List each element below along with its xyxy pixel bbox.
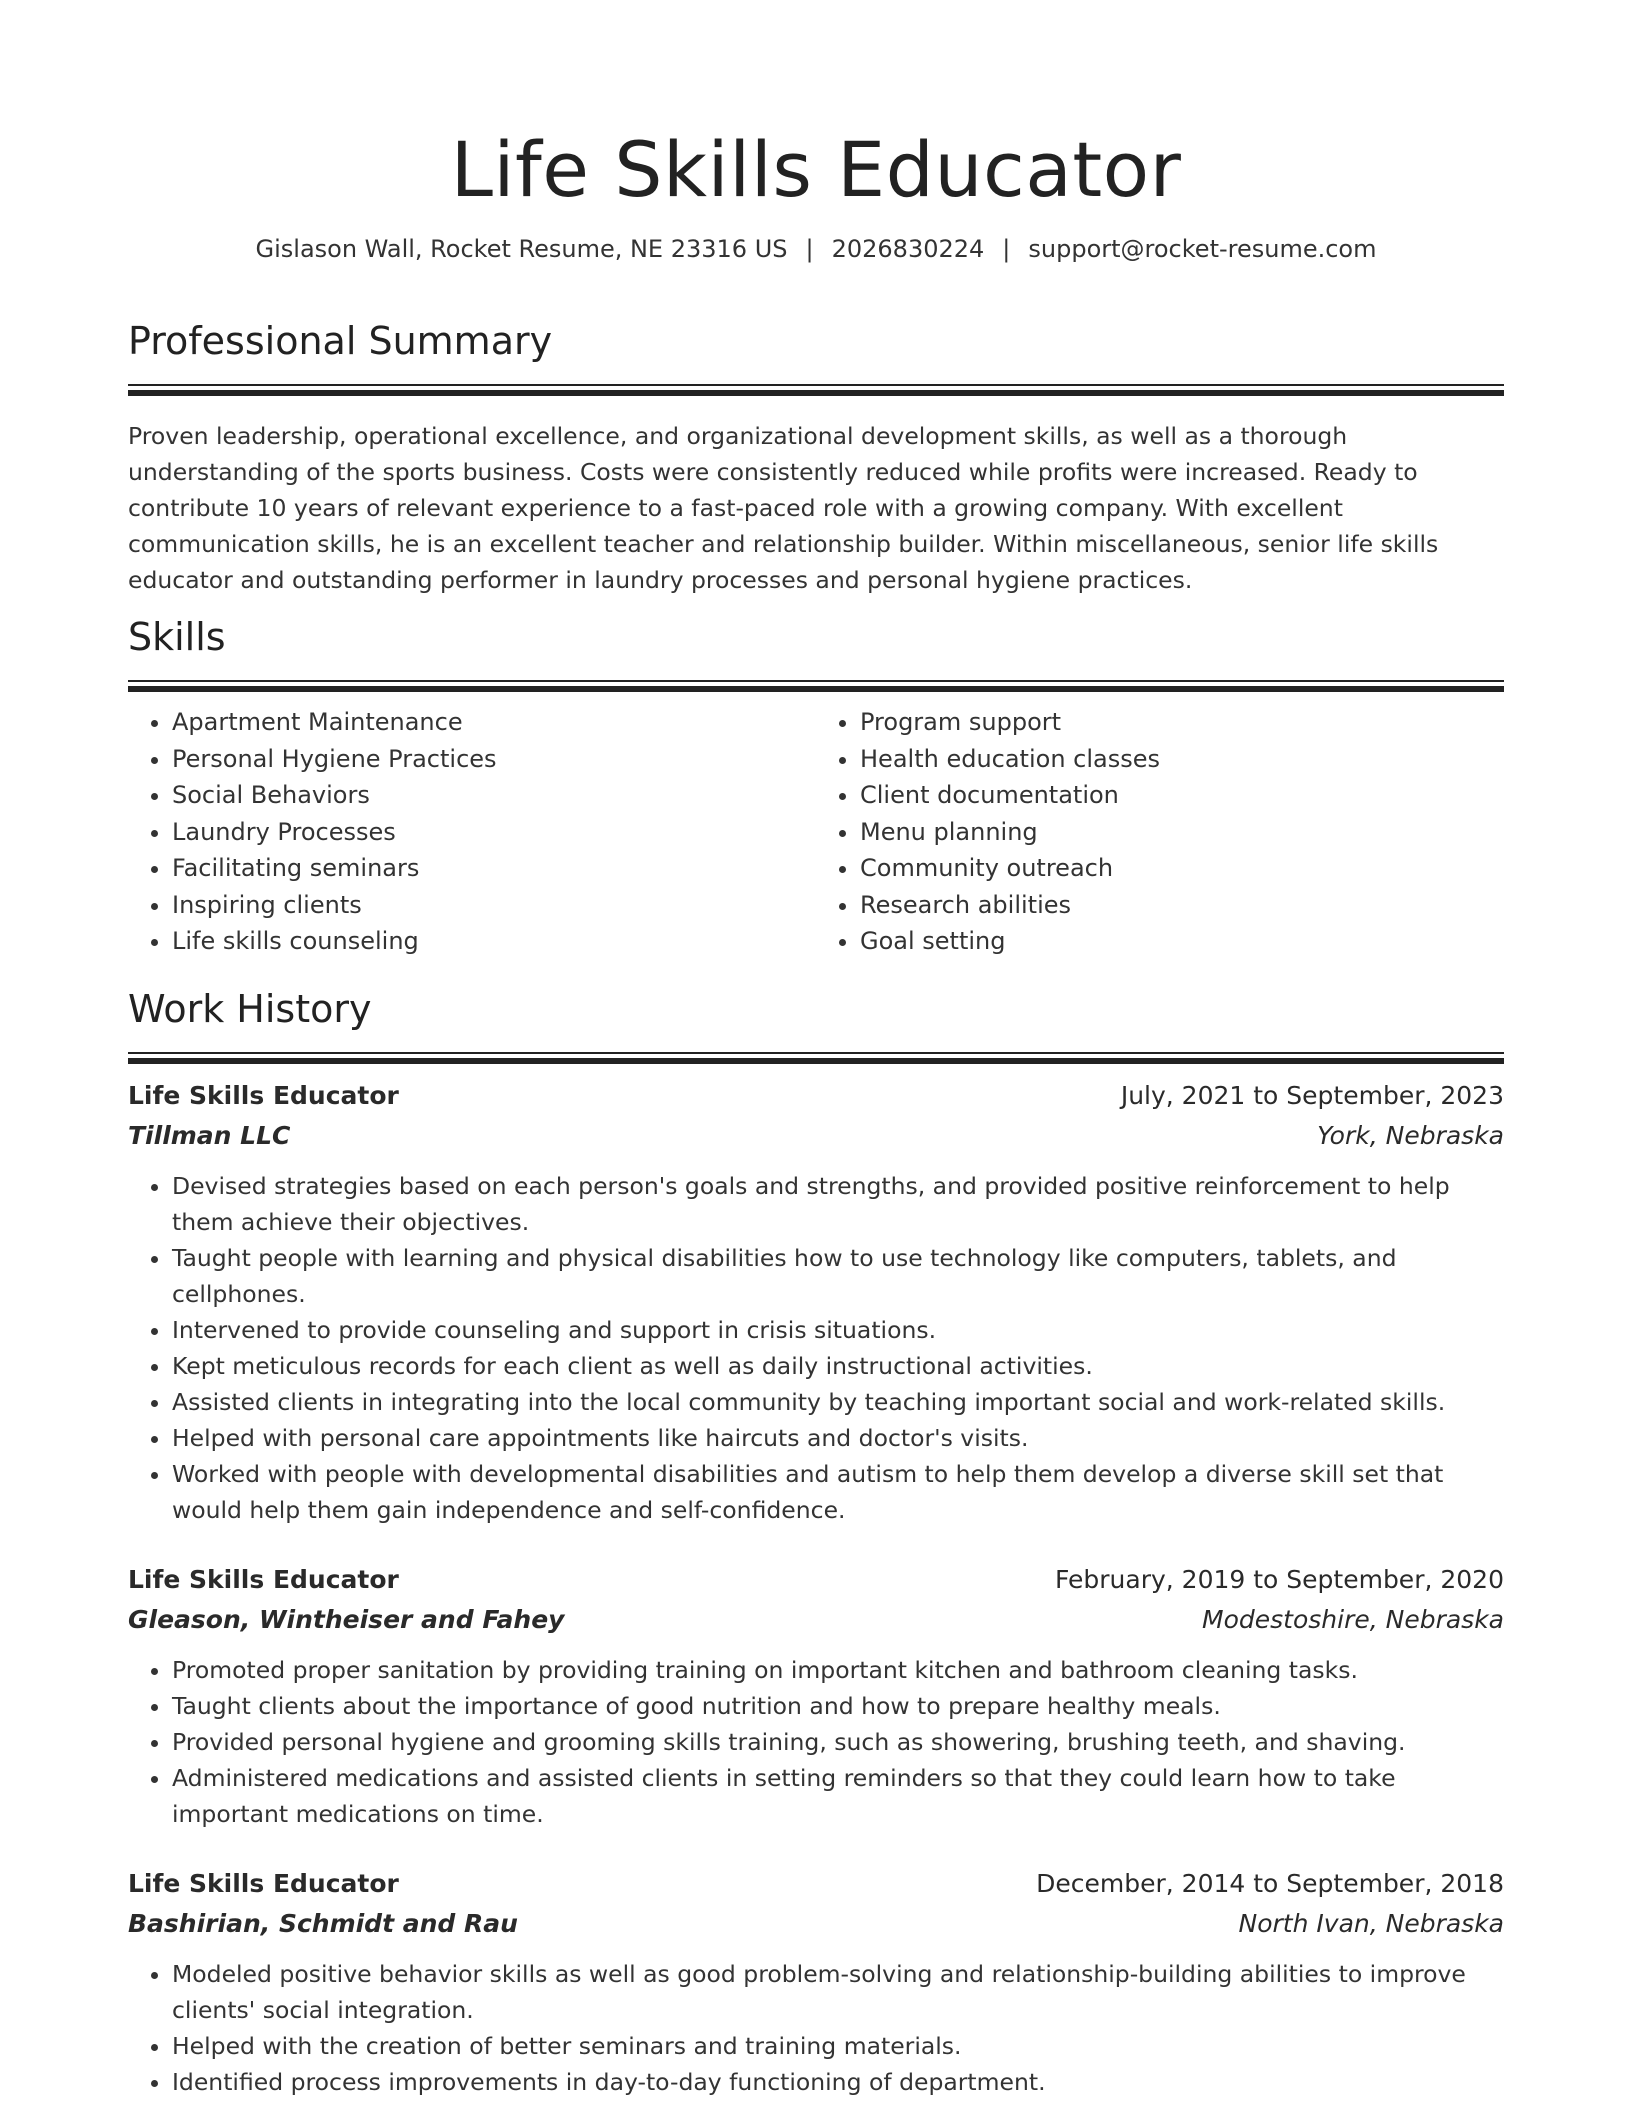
section-title: Professional Summary: [128, 319, 553, 363]
job-title: Life Skills Educator: [128, 1869, 399, 1898]
skill-item: • Apartment Maintenance: [172, 704, 816, 741]
job-bullet: • Promoted proper sanitation by providing training on important kitchen and bathroom cleaning tasks.: [172, 1652, 1504, 1688]
section-divider: [128, 384, 1504, 386]
job-location: North Ivan, Nebraska: [1238, 1909, 1504, 1938]
contact-address: Gislason Wall, Rocket Resume, NE 23316 US: [255, 235, 788, 263]
job-bullets: [128, 1652, 1504, 1832]
skill-item: • Program support: [860, 704, 1504, 741]
job-bullets: [128, 1956, 1504, 2100]
job-location: York, Nebraska: [1317, 1121, 1504, 1150]
job-header-row: [128, 1864, 1504, 1904]
skill-item: • Client documentation: [860, 777, 1504, 814]
skill-item: • Inspiring clients: [172, 887, 816, 924]
section-title: Work History: [128, 987, 372, 1031]
job-bullet: • Helped with the creation of better seminars and training materials.: [172, 2028, 1504, 2064]
skills-list-right: [816, 704, 1504, 960]
job-bullet: • Provided personal hygiene and grooming skills training, such as showering, brushing teeth, and shaving.: [172, 1724, 1504, 1760]
job-header-row: [128, 1076, 1504, 1116]
job-bullet: • Assisted clients in integrating into the local community by teaching important social and work-related skills.: [172, 1384, 1504, 1420]
skill-item: • Laundry Processes: [172, 814, 816, 851]
skills-section: [128, 612, 1504, 960]
work-history-section: [128, 984, 1504, 2100]
skill-item: • Facilitating seminars: [172, 850, 816, 887]
job-bullets: [128, 1168, 1504, 1528]
job-company: Gleason, Wintheiser and Fahey: [128, 1605, 565, 1634]
job-bullet: • Intervened to provide counseling and support in crisis situations.: [172, 1312, 1504, 1348]
section-divider: [128, 680, 1504, 682]
skill-item: • Life skills counseling: [172, 923, 816, 960]
job-dates: December, 2014 to September, 2018: [1036, 1869, 1504, 1898]
section-divider: [128, 1052, 1504, 1054]
skills-list-left: [128, 704, 816, 960]
job-bullet: • Administered medications and assisted clients in setting reminders so that they could learn how to take important medications on time.: [172, 1760, 1504, 1832]
summary-text: Proven leadership, operational excellence, and organizational development skills, as well as a thorough understanding of the sports business. Costs were consistently reduced while profits were increased. Ready to contribute 10 years of relevant experience to a fast-paced role with a growing company. With excellent communication skills, he is an excellent teacher and relationship builder. Within miscellaneous, senior life skills educator and outstanding performer in laundry processes and personal hygiene practices.: [128, 422, 1439, 594]
job-bullet: • Identified process improvements in day-to-day functioning of department.: [172, 2064, 1504, 2100]
contact-separator: |: [805, 235, 814, 263]
job-dates: February, 2019 to September, 2020: [1055, 1565, 1504, 1594]
contact-phone: 2026830224: [831, 235, 985, 263]
job-company-row: [128, 1600, 1504, 1640]
job-bullet: • Kept meticulous records for each client as well as daily instructional activities.: [172, 1348, 1504, 1384]
job-bullet: • Devised strategies based on each person's goals and strengths, and provided positive reinforcement to help them achieve their objectives.: [172, 1168, 1504, 1240]
job-company: Bashirian, Schmidt and Rau: [128, 1909, 518, 1938]
job-company: Tillman LLC: [128, 1121, 291, 1150]
job-bullet: • Helped with personal care appointments like haircuts and doctor's visits.: [172, 1420, 1504, 1456]
job-title: Life Skills Educator: [128, 1565, 399, 1594]
skill-item: • Personal Hygiene Practices: [172, 741, 816, 778]
contact-line: [128, 232, 1504, 266]
job-dates: July, 2021 to September, 2023: [1120, 1081, 1504, 1110]
skill-item: • Community outreach: [860, 850, 1504, 887]
job-entry: [128, 1560, 1504, 1832]
skill-item: • Social Behaviors: [172, 777, 816, 814]
job-company-row: [128, 1116, 1504, 1156]
resume-name: Life Skills Educator: [450, 125, 1182, 214]
job-title: Life Skills Educator: [128, 1081, 399, 1110]
contact-email: support@rocket-resume.com: [1028, 235, 1377, 263]
job-entry: [128, 1076, 1504, 1528]
skill-item: • Goal setting: [860, 923, 1504, 960]
skills-grid: [128, 704, 1504, 960]
resume-page: [128, 0, 1504, 2096]
job-header-row: [128, 1560, 1504, 1600]
job-bullet: • Taught clients about the importance of good nutrition and how to prepare healthy meals.: [172, 1688, 1504, 1724]
professional-summary-section: [128, 316, 1504, 622]
skill-item: • Research abilities: [860, 887, 1504, 924]
job-bullet: • Taught people with learning and physical disabilities how to use technology like computers, tablets, and cellphones.: [172, 1240, 1504, 1312]
section-title: Skills: [128, 615, 226, 659]
job-bullet: • Modeled positive behavior skills as well as good problem-solving and relationship-building abilities to improve clients' social integration.: [172, 1956, 1504, 2028]
skill-item: • Menu planning: [860, 814, 1504, 851]
contact-separator: |: [1002, 235, 1011, 263]
job-location: Modestoshire, Nebraska: [1202, 1605, 1504, 1634]
skill-item: • Health education classes: [860, 741, 1504, 778]
job-company-row: [128, 1904, 1504, 1944]
job-bullet: • Worked with people with developmental disabilities and autism to help them develop a diverse skill set that would help them gain independence and self-confidence.: [172, 1456, 1504, 1528]
job-entry: [128, 1864, 1504, 2100]
